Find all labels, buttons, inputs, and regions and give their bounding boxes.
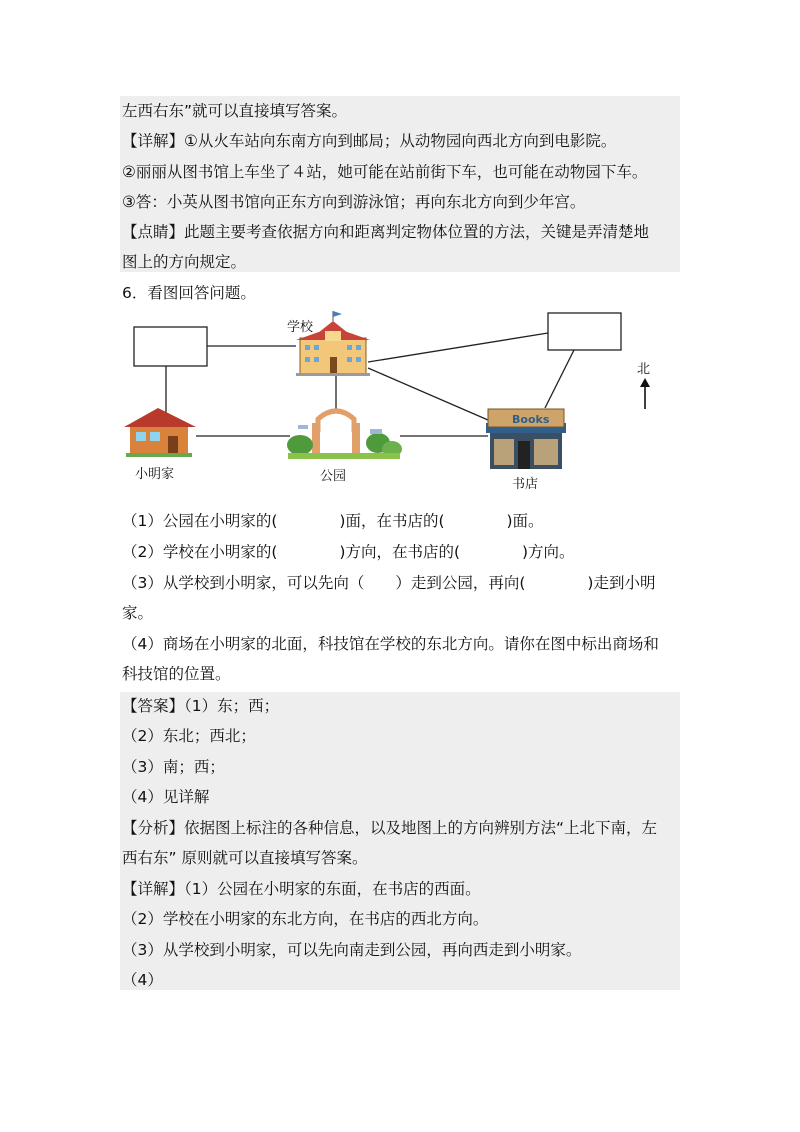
detail-line-2: （2）学校在小明家的东北方向，在书店的西北方向。 [122, 910, 489, 928]
answer-line-3: （3）南；西； [122, 758, 225, 776]
top-line-3: ②丽丽从图书馆上车坐了４站，她可能在站前街下车，也可能在动物园下车。 [122, 163, 648, 181]
analysis-line-1: 【分析】依据图上标注的各种信息，以及地图上的方向辨别方法“上北下南，左 [122, 819, 658, 837]
road-box-bookstore [545, 350, 574, 408]
top-line-2: 【详解】①从火车站向东南方向到邮局；从动物园向西北方向到电影院。 [122, 132, 617, 150]
top-line-1: 左西右东”就可以直接填写答案。 [122, 102, 348, 120]
analysis-line-2: 西右东” 原则就可以直接填写答案。 [122, 849, 368, 867]
blank-box-left [134, 327, 207, 366]
answer-line-2: （2）东北；西北； [122, 727, 256, 745]
question-item-4-cont: 科技馆的位置。 [122, 665, 231, 683]
bookstore-label: 书店 [512, 477, 539, 492]
question-item-3: （3）从学校到小明家，可以先向（ ）走到公园，再向( )走到小明 [122, 574, 656, 592]
detail-line-1: 【详解】（1）公园在小明家的东面，在书店的西面。 [122, 880, 481, 898]
top-explanation-block [120, 96, 680, 272]
blank-box-right [548, 313, 621, 350]
question-item-1: （1）公园在小明家的( )面，在书店的( )面。 [122, 512, 544, 530]
school-label: 学校 [287, 320, 314, 335]
answer-line-1: 【答案】（1）东；西； [122, 697, 280, 715]
question-item-2: （2）学校在小明家的( )方向，在书店的( )方向。 [122, 543, 575, 561]
home-label: 小明家 [135, 467, 175, 482]
bookstore-icon [486, 409, 566, 469]
question-item-3-cont: 家。 [122, 604, 154, 622]
top-line-6: 图上的方向规定。 [122, 253, 247, 271]
direction-map [0, 305, 800, 505]
detail-line-4: （4） [122, 971, 163, 989]
question-title: 6．看图回答问题。 [122, 284, 256, 302]
north-arrow-icon [640, 378, 650, 409]
park-label: 公园 [320, 469, 347, 484]
road-school-bookstore [368, 368, 488, 420]
park-icon [287, 411, 402, 459]
question-item-4: （4）商场在小明家的北面，科技馆在学校的东北方向。请你在图中标出商场和 [122, 635, 659, 653]
answer-line-4: （4）见详解 [122, 788, 210, 806]
road-school-box [368, 333, 548, 362]
north-label: 北 [637, 362, 651, 377]
top-line-4: ③答：小英从图书馆向正东方向到游泳馆；再向东北方向到少年宫。 [122, 193, 586, 211]
house-icon [124, 408, 196, 457]
top-line-5: 【点睛】此题主要考查依据方向和距离判定物体位置的方法，关键是弄清楚地 [122, 223, 650, 241]
detail-line-3: （3）从学校到小明家，可以先向南走到公园，再向西走到小明家。 [122, 941, 582, 959]
books-sign-text: Books [512, 413, 550, 426]
